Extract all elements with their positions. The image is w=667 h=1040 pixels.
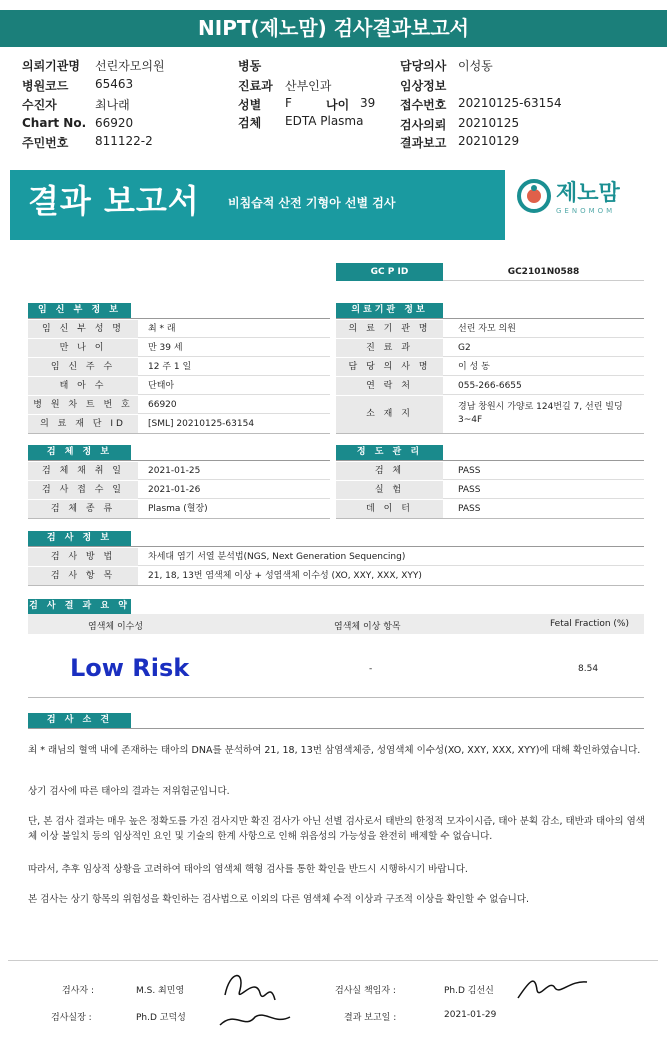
info-value: G2 <box>458 343 471 353</box>
info-value: 차세대 염기 서열 분석법(NGS, Next Generation Sequencing) <box>148 552 406 562</box>
section-specimen-info: 검 체 정 보 <box>28 445 131 460</box>
info-value: PASS <box>458 485 481 495</box>
info-label: 검 체 종 류 <box>28 500 138 518</box>
report-title: NIPT(제노맘) 검사결과보고서 <box>0 10 667 47</box>
header-label: 결과보고 <box>400 136 447 150</box>
info-value: [SML] 20210125-63154 <box>148 419 255 429</box>
info-value: 2021-01-25 <box>148 466 201 476</box>
result-risk: Low Risk <box>70 654 190 682</box>
info-label: 검 사 항 목 <box>28 567 138 585</box>
sign-value: Ph.D 김선신 <box>444 986 494 996</box>
fetal-fraction-value: 8.54 <box>578 664 599 674</box>
header-label: 의뢰기관명 <box>22 59 80 73</box>
info-label: 연 락 처 <box>336 377 443 395</box>
info-label: 의 료 재 단 ID <box>28 415 138 433</box>
section-test-info: 검 사 정 보 <box>28 531 131 546</box>
header-label: Chart No. <box>22 116 87 130</box>
info-label: 임 신 부 성 명 <box>28 320 138 338</box>
header-label: 검체 <box>238 116 262 130</box>
header-label: 수진자 <box>22 98 57 112</box>
info-value: 만 39 세 <box>148 343 183 353</box>
header-label: 병원코드 <box>22 79 69 93</box>
summary-header: 염색체 이수성 <box>88 622 144 632</box>
info-label: 진 료 과 <box>336 339 443 357</box>
info-label: 의 료 기 관 명 <box>336 320 443 338</box>
section-institution-info: 의료기관 정보 <box>336 303 443 318</box>
info-label: 태 아 수 <box>28 377 138 395</box>
info-label: 검 사 방 법 <box>28 548 138 566</box>
sign-label: 검사실 책임자 : <box>335 986 396 996</box>
banner-title: 결과 보고서 <box>28 182 200 220</box>
header-value: 811122-2 <box>95 134 153 148</box>
section-pregnant-info: 임 신 부 정 보 <box>28 303 131 318</box>
section-quality-control: 정 도 관 리 <box>336 445 443 460</box>
info-value: 이 성 동 <box>458 362 490 372</box>
info-value: 66920 <box>148 400 177 410</box>
sign-label: 검사실장 : <box>51 1013 92 1023</box>
divider <box>28 318 330 319</box>
info-label: 검 체 채 취 일 <box>28 462 138 480</box>
header-label: 임상정보 <box>400 79 447 93</box>
info-value: 2021-01-26 <box>148 485 201 495</box>
info-label: 데 이 터 <box>336 500 443 518</box>
header-label: 병동 <box>238 59 262 73</box>
divider <box>336 318 644 319</box>
signature-head-icon <box>515 970 590 1005</box>
info-value: 최 * 래 <box>148 324 176 334</box>
summary-header: 염색체 이상 항목 <box>334 622 401 632</box>
info-value: 단태아 <box>148 381 175 391</box>
finding-paragraph: 상기 검사에 따른 태아의 결과는 저위험군입니다. <box>28 786 230 797</box>
abnormal-items-value: - <box>369 664 373 674</box>
header-value: 산부인과 <box>285 79 332 93</box>
finding-paragraph: 본 검사는 상기 항목의 위험성을 확인하는 검사법으로 이외의 다른 염색체 수적 이상과 구조적 이상을 확인할 수 없습니다. <box>28 894 530 905</box>
sign-label: 검사자 : <box>62 986 94 996</box>
logo-subtext: GENOMOM <box>556 207 616 215</box>
info-value-address: 경남 창원시 가양로 124번길 7, 선린 빌딩 3~4F <box>458 402 623 425</box>
signature-tester-icon <box>215 965 295 1035</box>
genomom-logo-icon <box>516 178 552 214</box>
header-value: 이성동 <box>458 59 493 73</box>
logo-text: 제노맘 <box>556 181 620 206</box>
info-label: 소 재 지 <box>336 396 443 433</box>
gcpid-value: GC2101N0588 <box>443 263 644 281</box>
info-label: 임 신 주 수 <box>28 358 138 376</box>
banner-subtitle: 비침습적 산전 기형아 선별 검사 <box>228 196 396 210</box>
gcpid-label: GC P ID <box>336 263 443 281</box>
finding-paragraph: 최 * 래님의 혈액 내에 존재하는 태아의 DNA를 분석하여 21, 18, 13번 삼염색체증, 성염색체 이수성(XO, XXY, XXX, XYY)에 대해 확인하였습니다. <box>28 745 641 756</box>
info-value: 055-266-6655 <box>458 381 522 391</box>
header-value: 65463 <box>95 77 134 91</box>
finding-paragraph: 따라서, 추후 임상적 상황을 고려하여 태아의 염색체 핵형 검사를 통한 확인을 반드시 시행하시기 바랍니다. <box>28 864 468 875</box>
sign-value: M.S. 최민영 <box>136 986 185 996</box>
header-label: 주민번호 <box>22 136 69 150</box>
header-value: 20210129 <box>458 134 520 148</box>
section-result-summary: 검 사 결 과 요 약 <box>28 599 131 614</box>
info-label: 검 체 <box>336 462 443 480</box>
header-label: 진료과 <box>238 79 273 93</box>
header-value: EDTA Plasma <box>285 114 364 128</box>
info-value: 12 주 1 일 <box>148 362 192 372</box>
info-label: 병 원 차 트 번 호 <box>28 396 138 414</box>
info-label: 실 험 <box>336 481 443 499</box>
info-value: PASS <box>458 504 481 514</box>
info-label: 담 당 의 사 명 <box>336 358 443 376</box>
finding-paragraph: 단, 본 검사 결과는 매우 높은 정확도를 가진 검사지만 확진 검사가 아닌 선별 검사로서 태반의 한정적 모자이시즘, 태아 분획 감소, 태반과 태아의 염색체 이상 불일치 등의 임상적인 요인 및 기술의 한계 사항으로 인해 위음성의 가능성을 완전히 배제할 수 없습니다. <box>28 816 645 842</box>
header-value: 39 <box>360 96 376 110</box>
sign-label: 결과 보고일 : <box>344 1013 397 1023</box>
header-label: 담당의사 <box>400 59 447 73</box>
info-value: Plasma (혈장) <box>148 504 208 514</box>
header-value: F <box>285 96 292 110</box>
header-label: 검사의뢰 <box>400 118 447 132</box>
header-value: 선린자모의원 <box>95 59 165 73</box>
info-value: 21, 18, 13번 염색체 이상 + 성염색체 이수성 (XO, XXY, XXX, XYY) <box>148 571 422 581</box>
header-value: 최나래 <box>95 98 130 112</box>
info-label: 만 나 이 <box>28 339 138 357</box>
header-label: 나이 <box>326 98 350 112</box>
info-value: PASS <box>458 466 481 476</box>
sign-value: 2021-01-29 <box>444 1010 497 1020</box>
header-value: 66920 <box>95 116 134 130</box>
header-label: 성별 <box>238 98 262 112</box>
header-label: 접수번호 <box>400 98 447 112</box>
info-value: 선린 자모 의원 <box>458 324 516 334</box>
summary-header: Fetal Fraction (%) <box>550 619 629 629</box>
info-label: 검 사 접 수 일 <box>28 481 138 499</box>
header-value: 20210125-63154 <box>458 96 562 110</box>
header-value: 20210125 <box>458 116 520 130</box>
sign-value: Ph.D 고덕성 <box>136 1013 186 1023</box>
section-findings: 검 사 소 견 <box>28 713 131 728</box>
